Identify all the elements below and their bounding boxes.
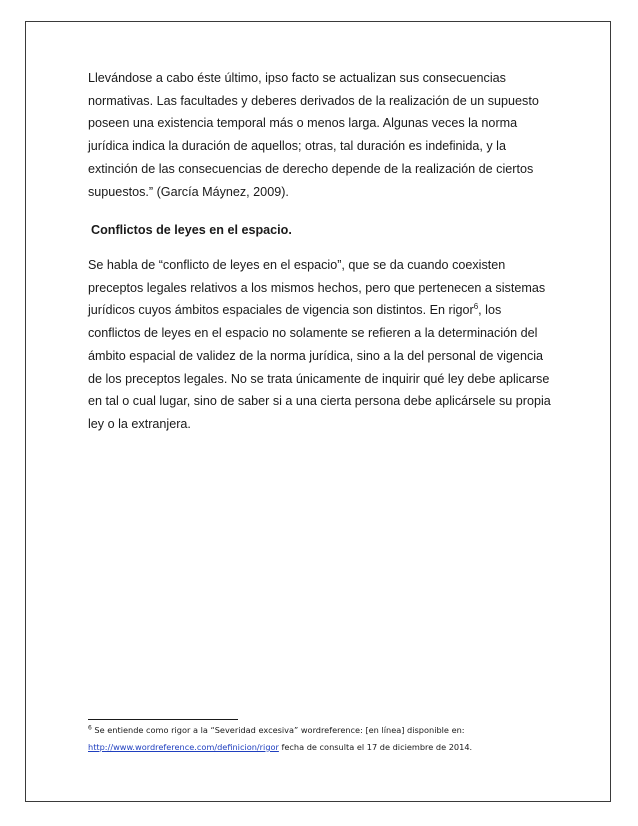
body-paragraph: Llevándose a cabo éste último, ipso facto se actualizan sus consecuencias normativas. Las facultades y deberes derivados de la realización de un supuesto poseen una existencia temporal más o menos larga. Algunas veces la norma jurídica indica la duración de aquellos; otras, tal duración es indefinida, y la extinción de las consecuencias de derecho depende de la realización de ciertos supuestos.” (García Máynez, 2009).	[88, 71, 539, 199]
footnote-separator	[88, 719, 238, 720]
footnote-reference[interactable]: 6	[473, 302, 479, 312]
footnote-text: Se entiende como rigor a la “Severidad excesiva” wordreference: [en línea] disponible en:	[91, 725, 465, 735]
section-heading: Conflictos de leyes en el espacio.	[91, 223, 292, 237]
body-paragraph-conflictos	[88, 254, 552, 436]
paragraph-text-continued: , los conflictos de leyes en el espacio no solamente se refieren a la determinación del ámbito espacial de validez de la norma jurídica, sino a la del personal de vigencia de los preceptos legales. No se trata únicamente de inquirir qué ley debe aplicarse en tal o cual lugar, sino de saber si a una cierta persona debe aplicársele su propia ley o la extranjera.	[88, 303, 551, 431]
footnote	[88, 722, 558, 756]
paragraph-text: Se habla de “conflicto de leyes en el espacio”, que se da cuando coexisten preceptos legales relativos a los mismos hechos, pero que pertenecen a sistemas jurídicos cuyos ámbitos espaciales de vigencia son distintos. En rigor	[88, 258, 546, 318]
footnote-number: 6	[88, 724, 92, 732]
footnote-link[interactable]: http://www.wordreference.com/definicion/rigor	[88, 742, 279, 752]
footnote-date: fecha de consulta el 17 de diciembre de 2014.	[278, 742, 473, 752]
